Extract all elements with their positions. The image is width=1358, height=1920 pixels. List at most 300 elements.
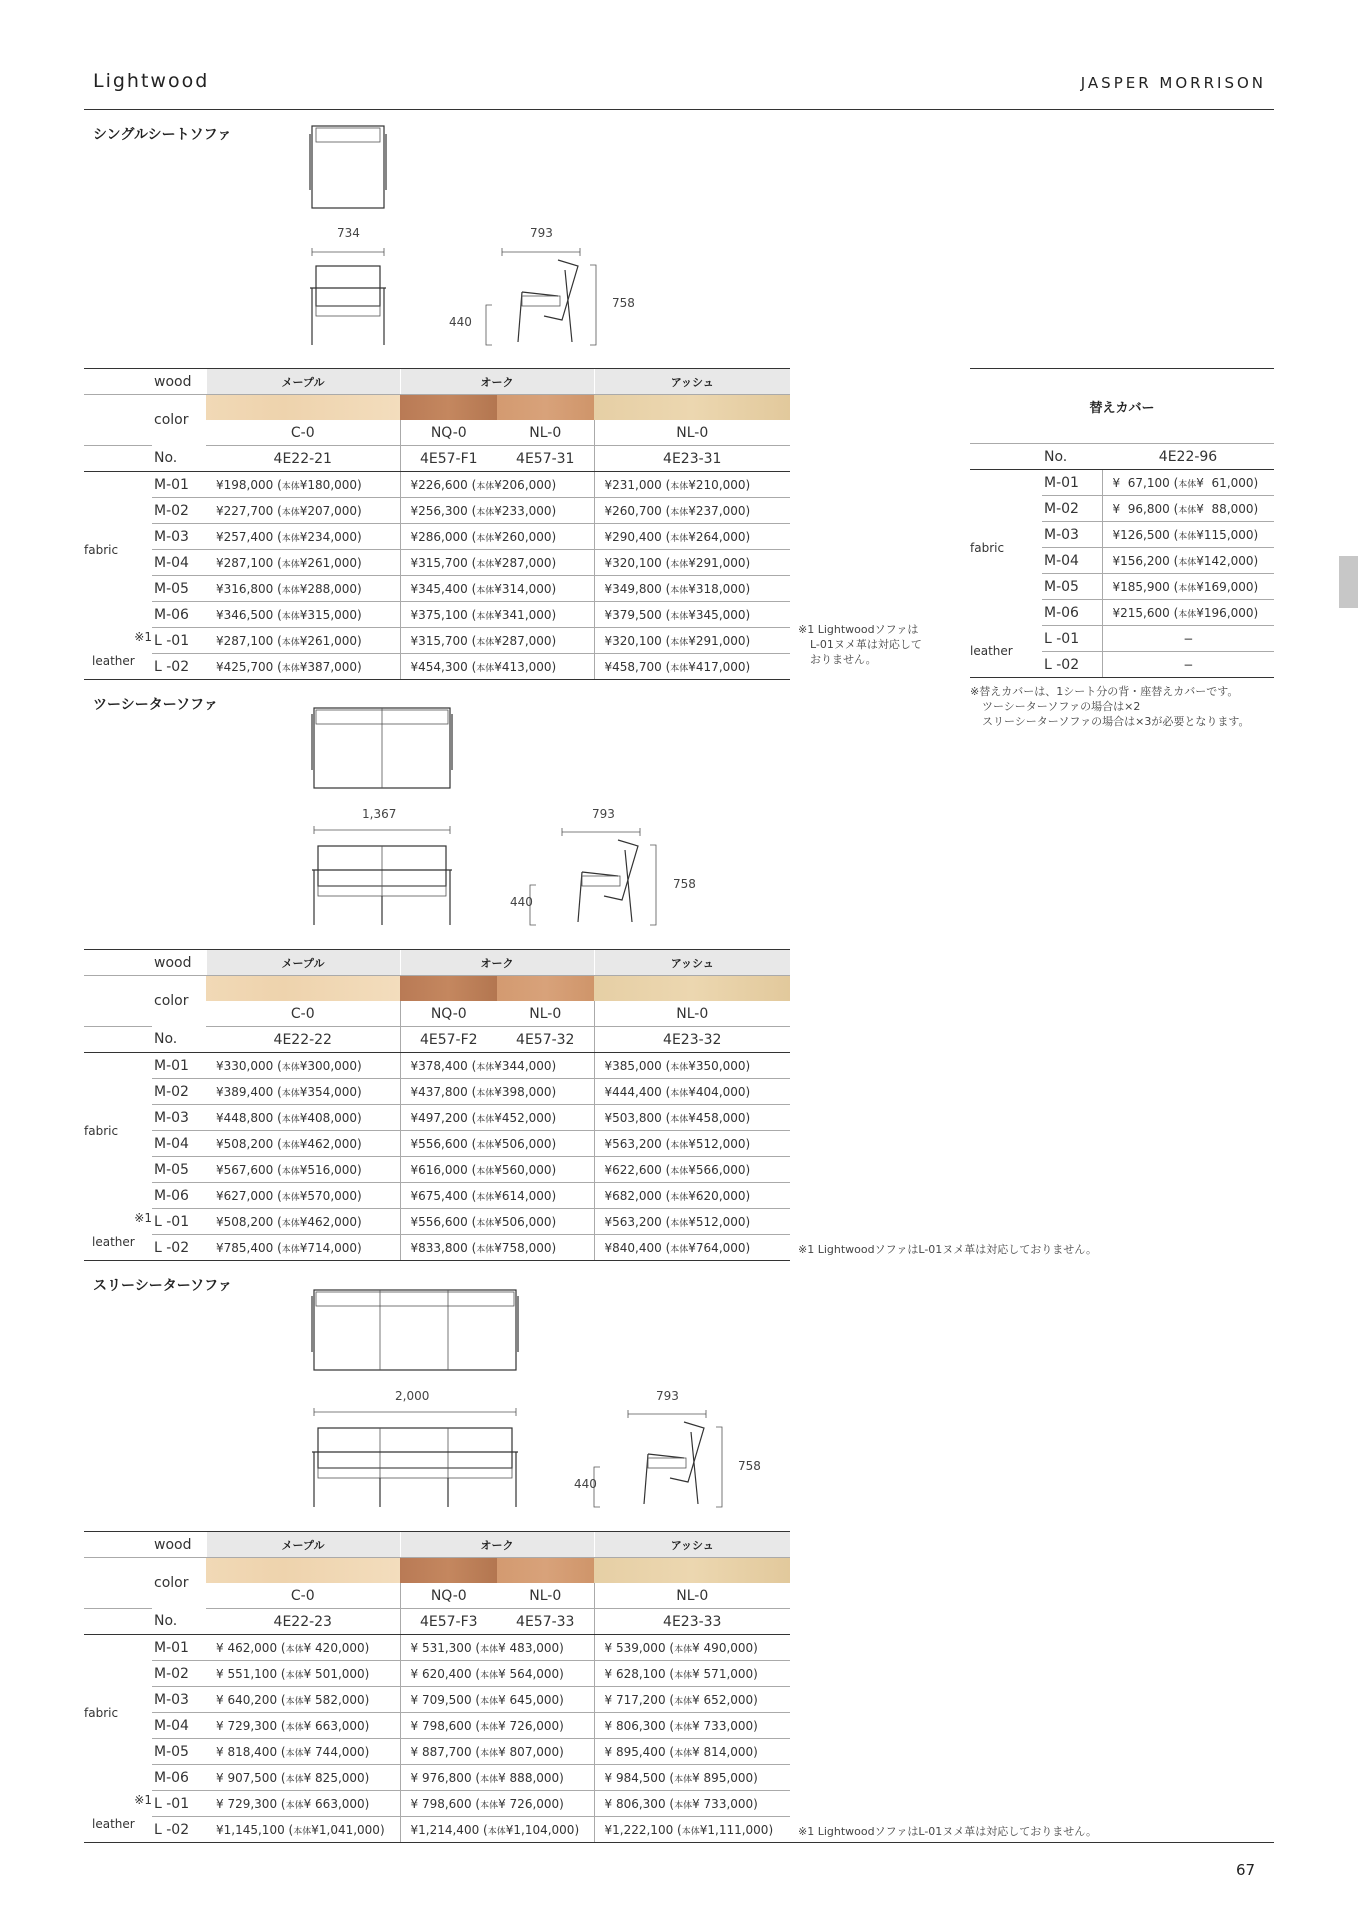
price-cell (594, 1131, 790, 1157)
body-price: (本体¥237,000) (661, 503, 751, 518)
body-price: (本体¥233,000) (467, 503, 557, 518)
material-code: M-04 (152, 550, 206, 576)
body-price: (本体¥ 582,000) (277, 1692, 370, 1707)
material-code: L -02 (152, 1235, 206, 1261)
price-cell (594, 1235, 790, 1261)
body-price: (本体¥ 888,000) (471, 1770, 564, 1785)
price-row (84, 576, 790, 602)
body-prefix: 本体 (670, 507, 689, 518)
body-price: (本体¥207,000) (273, 503, 362, 518)
body-price: (本体¥512,000) (661, 1136, 751, 1151)
body-price: (本体¥261,000) (273, 633, 362, 648)
price-value: ¥ 729,300 (216, 1796, 278, 1811)
body-prefix: 本体 (670, 1140, 689, 1151)
cover-price-cell (1102, 574, 1274, 600)
body-price: (本体¥344,000) (467, 1058, 557, 1073)
body-prefix: 本体 (281, 1166, 300, 1177)
price-value: ¥497,200 (410, 1110, 468, 1125)
cover-number: 4E22-96 (1102, 444, 1274, 470)
dim-seat-height: 440 (510, 895, 533, 909)
price-value: ¥ 539,000 (604, 1640, 666, 1655)
leather-text: leather (92, 1816, 135, 1831)
price-value: ¥185,900 (1112, 579, 1170, 594)
color-code: NQ-0 (400, 1001, 497, 1027)
body-prefix: 本体 (670, 1218, 689, 1229)
body-value: ¥287,000 (494, 555, 552, 570)
price-table-two-seater (84, 949, 790, 1261)
body-price: (本体¥ 663,000) (277, 1718, 370, 1733)
price-row (84, 1105, 790, 1131)
price-row (84, 550, 790, 576)
body-price: (本体¥ 501,000) (277, 1666, 370, 1681)
swatch-ash (594, 1558, 790, 1584)
body-prefix: 本体 (670, 1062, 689, 1073)
body-prefix: 本体 (1178, 583, 1197, 594)
price-cell (206, 1209, 400, 1235)
body-prefix: 本体 (670, 1244, 689, 1255)
body-prefix: 本体 (670, 481, 689, 492)
price-value: ¥ 798,600 (410, 1718, 472, 1733)
body-price: (本体¥350,000) (661, 1058, 751, 1073)
price-cell (206, 550, 400, 576)
price-row (84, 1209, 790, 1235)
body-prefix: 本体 (281, 663, 300, 674)
price-cell (400, 524, 594, 550)
swatch-oak-nl (497, 1558, 594, 1584)
body-price: (本体¥354,000) (273, 1084, 362, 1099)
body-price: (本体¥764,000) (661, 1240, 751, 1255)
price-cell (594, 1157, 790, 1183)
price-row (84, 628, 790, 654)
price-cell (400, 1183, 594, 1209)
dim-depth: 793 (592, 807, 615, 821)
section-title-three-seater: スリーシーターソファ (93, 1278, 232, 1294)
fabric-label: fabric (84, 1123, 119, 1138)
body-value: ¥ 652,000 (692, 1692, 754, 1707)
price-cell (206, 628, 400, 654)
body-value: ¥462,000 (299, 1136, 358, 1151)
body-price: (本体¥387,000) (273, 659, 362, 674)
body-price: (本体¥169,000) (1169, 579, 1259, 594)
price-cell (400, 1765, 594, 1791)
price-cell (400, 1131, 594, 1157)
body-price: (本体¥506,000) (467, 1136, 557, 1151)
price-value: ¥375,100 (410, 607, 468, 622)
body-price: (本体¥1,104,000) (479, 1822, 580, 1837)
body-value: ¥315,000 (299, 607, 358, 622)
footnote-mark: ※1 (134, 629, 152, 644)
price-value: ¥ 640,200 (216, 1692, 278, 1707)
material-code: M-06 (152, 1765, 206, 1791)
price-value: ¥444,400 (604, 1084, 662, 1099)
price-row (84, 1765, 790, 1791)
cover-price-cell (1102, 548, 1274, 574)
price-cell (594, 1687, 790, 1713)
body-price: (本体¥462,000) (273, 1214, 362, 1229)
price-row (84, 1661, 790, 1687)
body-price: (本体¥288,000) (273, 581, 362, 596)
body-price: (本体¥ 652,000) (665, 1692, 758, 1707)
leather-label (84, 1791, 152, 1843)
swatch-ash (594, 976, 790, 1002)
price-value: ¥616,000 (410, 1162, 468, 1177)
body-value: ¥512,000 (688, 1214, 746, 1229)
body-prefix: 本体 (476, 1218, 495, 1229)
body-price: (本体¥ 61,000) (1169, 475, 1259, 490)
body-price: (本体¥180,000) (273, 477, 362, 492)
cover-price-cell (1102, 652, 1274, 678)
body-value: ¥462,000 (299, 1214, 358, 1229)
price-value: ¥349,800 (604, 581, 662, 596)
body-value: ¥314,000 (494, 581, 552, 596)
body-prefix: 本体 (476, 507, 495, 518)
price-value: ¥257,400 (216, 529, 274, 544)
body-prefix: 本体 (480, 1774, 499, 1785)
body-prefix: 本体 (674, 1670, 693, 1681)
price-value: ¥1,222,100 (604, 1822, 674, 1837)
body-prefix: 本体 (480, 1644, 499, 1655)
footer-divider (84, 1842, 1274, 1843)
price-cell (206, 1817, 400, 1843)
price-row (84, 1817, 790, 1843)
wood-maple: メープル (206, 1532, 400, 1558)
body-value: ¥ 490,000 (692, 1640, 754, 1655)
body-prefix: 本体 (480, 1800, 499, 1811)
price-cell (594, 1661, 790, 1687)
price-cell (400, 1791, 594, 1817)
body-prefix: 本体 (670, 1192, 689, 1203)
price-value: ¥315,700 (410, 555, 468, 570)
body-value: ¥291,000 (688, 555, 746, 570)
price-value: ¥226,600 (410, 477, 468, 492)
price-cell (594, 576, 790, 602)
body-prefix: 本体 (281, 1218, 300, 1229)
body-price: (本体¥506,000) (467, 1214, 557, 1229)
body-prefix: 本体 (281, 611, 300, 622)
body-value: ¥207,000 (299, 503, 358, 518)
body-price: (本体¥291,000) (661, 555, 751, 570)
price-value: ¥563,200 (604, 1214, 662, 1229)
body-prefix: 本体 (285, 1722, 304, 1733)
product-number: 4E23-31 (594, 446, 790, 472)
body-price: (本体¥566,000) (661, 1162, 751, 1177)
body-price: (本体¥ 895,000) (665, 1770, 758, 1785)
cover-notes: ※替えカバーは、1シート分の背・座替えカバーです。 ツーシーターソファの場合は×2 スリーシーターソファの場合は×3が必要となります。 (970, 685, 1250, 728)
price-cell (400, 1105, 594, 1131)
body-value: ¥ 744,000 (303, 1744, 365, 1759)
color-label: color (154, 412, 189, 429)
material-code: M-03 (152, 1687, 206, 1713)
no-label: No. (152, 446, 206, 472)
body-value: ¥ 571,000 (692, 1666, 754, 1681)
dim-depth: 793 (530, 226, 553, 240)
body-value: ¥408,000 (299, 1110, 358, 1125)
body-prefix: 本体 (476, 1192, 495, 1203)
price-row (84, 1791, 790, 1817)
body-value: ¥566,000 (688, 1162, 746, 1177)
price-cell (594, 1765, 790, 1791)
leather-text: leather (92, 1234, 135, 1249)
body-value: ¥ 483,000 (498, 1640, 560, 1655)
body-value: ¥ 807,000 (498, 1744, 560, 1759)
footnote-mark: ※1 (134, 1210, 152, 1225)
price-cell (594, 524, 790, 550)
wood-label: wood (152, 1532, 206, 1558)
body-price: (本体¥115,000) (1169, 527, 1259, 542)
color-code: NL-0 (594, 420, 790, 446)
swatch-ash (594, 395, 790, 421)
price-cell (206, 524, 400, 550)
body-prefix: 本体 (487, 1826, 506, 1837)
price-row (84, 1235, 790, 1261)
price-value: ¥316,800 (216, 581, 274, 596)
body-prefix: 本体 (674, 1722, 693, 1733)
price-value: ¥ 907,500 (216, 1770, 278, 1785)
price-row (84, 498, 790, 524)
price-value: ¥290,400 (604, 529, 662, 544)
footnote-single: ※1 Lightwoodソファは L-01ヌメ革は対応して おりません。 (798, 623, 922, 666)
body-prefix: 本体 (476, 663, 495, 674)
price-row (84, 602, 790, 628)
price-cell (400, 550, 594, 576)
body-prefix: 本体 (674, 1800, 693, 1811)
color-code: NL-0 (594, 1001, 790, 1027)
body-prefix: 本体 (281, 481, 300, 492)
body-value: ¥570,000 (299, 1188, 358, 1203)
body-price: (本体¥758,000) (467, 1240, 557, 1255)
no-label: No. (152, 1027, 206, 1053)
body-value: ¥ 733,000 (692, 1796, 754, 1811)
body-value: ¥512,000 (688, 1136, 746, 1151)
body-price: (本体¥ 420,000) (277, 1640, 370, 1655)
price-cell (206, 602, 400, 628)
body-value: ¥ 88,000 (1196, 501, 1254, 516)
body-value: ¥620,000 (688, 1188, 746, 1203)
body-prefix: 本体 (281, 1062, 300, 1073)
no-label: No. (1042, 444, 1102, 470)
price-value: ¥345,400 (410, 581, 468, 596)
body-value: ¥287,000 (494, 633, 552, 648)
price-cell (206, 1053, 400, 1079)
price-value: ¥ 709,500 (410, 1692, 472, 1707)
body-prefix: 本体 (480, 1696, 499, 1707)
body-price: (本体¥1,041,000) (284, 1822, 385, 1837)
body-price: (本体¥560,000) (467, 1162, 557, 1177)
body-prefix: 本体 (670, 1114, 689, 1125)
footnote-two-seater: ※1 LightwoodソファはL-01ヌメ革は対応しておりません。 (798, 1243, 1097, 1256)
body-prefix: 本体 (1178, 609, 1197, 620)
cover-price-cell (1102, 522, 1274, 548)
price-row (84, 1713, 790, 1739)
body-prefix: 本体 (476, 1088, 495, 1099)
price-value: ¥231,000 (604, 477, 662, 492)
body-prefix: 本体 (1178, 505, 1197, 516)
body-price: (本体¥345,000) (661, 607, 751, 622)
price-row (84, 1183, 790, 1209)
body-price: (本体¥ 483,000) (471, 1640, 564, 1655)
material-code: M-06 (1042, 600, 1102, 626)
leather-label (84, 1209, 152, 1261)
price-value: ¥320,100 (604, 633, 662, 648)
dim-depth: 793 (656, 1389, 679, 1403)
price-value: ¥ 806,300 (604, 1796, 666, 1811)
body-price: (本体¥ 726,000) (471, 1718, 564, 1733)
body-value: ¥413,000 (494, 659, 552, 674)
body-value: ¥398,000 (494, 1084, 552, 1099)
body-value: ¥ 726,000 (498, 1718, 560, 1733)
price-value: − (1183, 631, 1194, 646)
material-code: M-01 (1042, 470, 1102, 496)
cover-title: 替えカバー (970, 369, 1274, 444)
price-value: ¥ 818,400 (216, 1744, 278, 1759)
body-prefix: 本体 (674, 1748, 693, 1759)
price-cell (400, 1053, 594, 1079)
price-value: ¥833,800 (410, 1240, 468, 1255)
swatch-maple (206, 976, 400, 1002)
body-price: (本体¥398,000) (467, 1084, 557, 1099)
section-title-two-seater: ツーシーターソファ (93, 697, 218, 713)
price-cell (206, 1131, 400, 1157)
cover-table (970, 368, 1274, 678)
body-value: ¥180,000 (299, 477, 358, 492)
body-value: ¥ 582,000 (303, 1692, 365, 1707)
price-value: ¥ 551,100 (216, 1666, 278, 1681)
cover-row (970, 626, 1274, 652)
price-value: ¥840,400 (604, 1240, 662, 1255)
wood-ash: アッシュ (594, 950, 790, 976)
body-price: (本体¥1,111,000) (673, 1822, 774, 1837)
product-number: 4E23-32 (594, 1027, 790, 1053)
body-price: (本体¥ 564,000) (471, 1666, 564, 1681)
price-value: ¥260,700 (604, 503, 662, 518)
product-number: 4E22-22 (206, 1027, 400, 1053)
body-prefix: 本体 (476, 1244, 495, 1255)
product-number: 4E57-F2 (400, 1027, 497, 1053)
body-prefix: 本体 (476, 1140, 495, 1151)
dim-seat-height: 440 (449, 315, 472, 329)
price-value: ¥437,800 (410, 1084, 468, 1099)
dim-width: 734 (337, 226, 360, 240)
color-code: NL-0 (594, 1583, 790, 1609)
body-value: ¥ 895,000 (692, 1770, 754, 1785)
color-label: color (154, 993, 189, 1010)
price-value: ¥458,700 (604, 659, 662, 674)
header-divider (84, 109, 1274, 110)
body-prefix: 本体 (281, 507, 300, 518)
price-value: ¥425,700 (216, 659, 274, 674)
body-prefix: 本体 (674, 1696, 693, 1707)
body-value: ¥ 61,000 (1196, 475, 1254, 490)
price-cell (594, 472, 790, 498)
price-cell (206, 472, 400, 498)
leather-label: leather (970, 626, 1042, 678)
price-value: ¥156,200 (1112, 553, 1170, 568)
price-cell (594, 602, 790, 628)
price-value: ¥126,500 (1112, 527, 1170, 542)
no-label: No. (152, 1609, 206, 1635)
body-value: ¥506,000 (494, 1136, 552, 1151)
body-price: (本体¥408,000) (273, 1110, 362, 1125)
price-cell (206, 1635, 400, 1661)
body-value: ¥142,000 (1196, 553, 1254, 568)
price-cell (594, 498, 790, 524)
price-cell (400, 1209, 594, 1235)
price-cell (206, 1791, 400, 1817)
body-value: ¥196,000 (1196, 605, 1254, 620)
price-cell (594, 1053, 790, 1079)
price-cell (594, 1635, 790, 1661)
price-value: ¥286,000 (410, 529, 468, 544)
body-prefix: 本体 (476, 481, 495, 492)
price-value: ¥454,300 (410, 659, 468, 674)
body-value: ¥452,000 (494, 1110, 552, 1125)
price-value: ¥622,600 (604, 1162, 662, 1177)
body-prefix: 本体 (476, 1062, 495, 1073)
body-value: ¥1,111,000 (699, 1822, 769, 1837)
price-row (84, 1687, 790, 1713)
price-cell (400, 472, 594, 498)
wood-oak: オーク (400, 950, 594, 976)
price-cell (400, 1079, 594, 1105)
price-cell (206, 1713, 400, 1739)
body-prefix: 本体 (1178, 557, 1197, 568)
body-price: (本体¥206,000) (467, 477, 557, 492)
body-prefix: 本体 (285, 1696, 304, 1707)
material-code: M-05 (152, 1739, 206, 1765)
body-price: (本体¥300,000) (273, 1058, 362, 1073)
price-row (84, 1157, 790, 1183)
price-cell (400, 1635, 594, 1661)
body-prefix: 本体 (670, 1166, 689, 1177)
price-value: ¥ 895,400 (604, 1744, 666, 1759)
price-value: ¥256,300 (410, 503, 468, 518)
price-value: − (1183, 657, 1194, 672)
material-code: L -02 (152, 1817, 206, 1843)
body-value: ¥ 663,000 (303, 1796, 365, 1811)
fabric-label: fabric (84, 1705, 119, 1720)
body-value: ¥714,000 (299, 1240, 358, 1255)
body-value: ¥506,000 (494, 1214, 552, 1229)
body-price: (本体¥620,000) (661, 1188, 751, 1203)
body-prefix: 本体 (670, 559, 689, 570)
price-value: ¥378,400 (410, 1058, 468, 1073)
body-prefix: 本体 (670, 585, 689, 596)
price-value: ¥ 67,100 (1112, 475, 1170, 490)
body-prefix: 本体 (674, 1644, 693, 1655)
body-prefix: 本体 (476, 559, 495, 570)
body-prefix: 本体 (1178, 479, 1197, 490)
body-price: (本体¥ 663,000) (277, 1796, 370, 1811)
body-value: ¥ 733,000 (692, 1718, 754, 1733)
price-cell (206, 1105, 400, 1131)
dim-width: 2,000 (395, 1389, 430, 1403)
price-cell (400, 1687, 594, 1713)
body-prefix: 本体 (281, 1192, 300, 1203)
price-value: ¥785,400 (216, 1240, 274, 1255)
body-price: (本体¥260,000) (467, 529, 557, 544)
price-cell (400, 654, 594, 680)
body-prefix: 本体 (476, 533, 495, 544)
material-code: M-05 (152, 1157, 206, 1183)
body-value: ¥ 814,000 (692, 1744, 754, 1759)
price-value: ¥448,800 (216, 1110, 274, 1125)
material-code: M-02 (152, 498, 206, 524)
price-cell (206, 1183, 400, 1209)
body-prefix: 本体 (281, 1140, 300, 1151)
body-price: (本体¥264,000) (661, 529, 751, 544)
body-prefix: 本体 (285, 1670, 304, 1681)
price-cell (594, 1209, 790, 1235)
